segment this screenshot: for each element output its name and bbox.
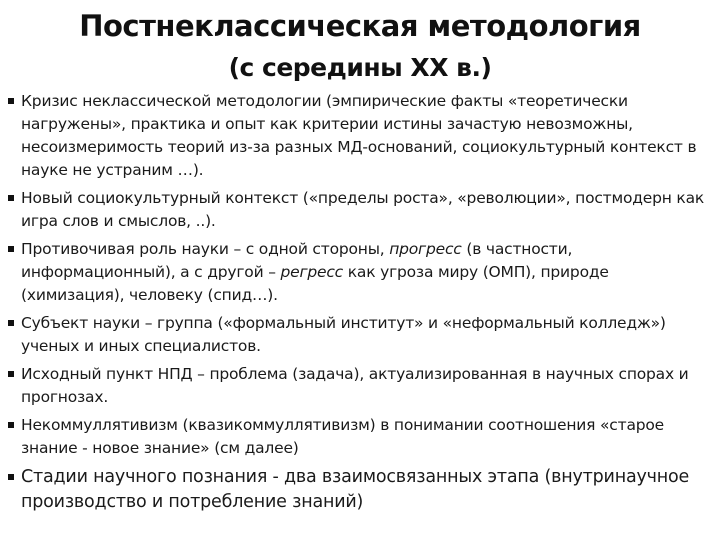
bullet-text-part: Противочивая роль науки – с одной стороны, — [21, 240, 390, 258]
square-bullet-icon — [8, 474, 14, 480]
square-bullet-icon — [8, 246, 14, 252]
square-bullet-icon — [8, 422, 14, 428]
title-line-main: Постнеклассическая методология — [79, 9, 641, 43]
bullet-item — [8, 187, 706, 233]
slide-title — [0, 8, 720, 86]
bullet-emphasis-progress: прогресс — [389, 240, 462, 258]
bullet-item — [8, 312, 706, 358]
square-bullet-icon — [8, 371, 14, 377]
bullet-text: Стадии научного познания - два взаимосвязанных этапа (внутринаучное производство и потребление знаний) — [21, 467, 690, 512]
bullet-item — [8, 238, 706, 307]
title-line-period: (с середины XX в.) — [228, 53, 492, 82]
bullet-text: Субъект науки – группа («формальный институт» и «неформальный колледж») ученых и иных специалистов. — [21, 314, 666, 355]
bullet-text-part: как угроза миру (ОМП), природе (химизация), человеку (спид…). — [21, 263, 609, 304]
bullet-text: Исходный пункт НПД – проблема (задача), актуализированная в научных спорах и прогнозах. — [21, 365, 689, 406]
bullet-item — [8, 414, 706, 460]
bullet-emphasis-regress: регресс — [280, 263, 344, 281]
square-bullet-icon — [8, 98, 14, 104]
bullet-text: Новый социокультурный контекст («пределы роста», «революции», постмодерн как игра слов и смыслов, ..). — [21, 189, 705, 230]
bullet-text: Некоммуллятивизм (квазикоммуллятивизм) в понимании соотношения «старое знание - новое знание» (см далее) — [21, 416, 665, 457]
bullet-item — [8, 90, 706, 182]
bullet-list — [8, 90, 706, 520]
bullet-text-part: (в частности, информационный), а с другой – — [21, 240, 573, 281]
bullet-item — [8, 465, 706, 515]
bullet-item — [8, 363, 706, 409]
bullet-text: Кризис неклассической методологии (эмпирические факты «теоретически нагружены», практика и опыт как критерии истины зачастую невозможны, несоизмеримость теорий из-за разных МД-оснований, социокультурный контекст в науке не устраним …). — [21, 92, 697, 179]
square-bullet-icon — [8, 320, 14, 326]
square-bullet-icon — [8, 195, 14, 201]
